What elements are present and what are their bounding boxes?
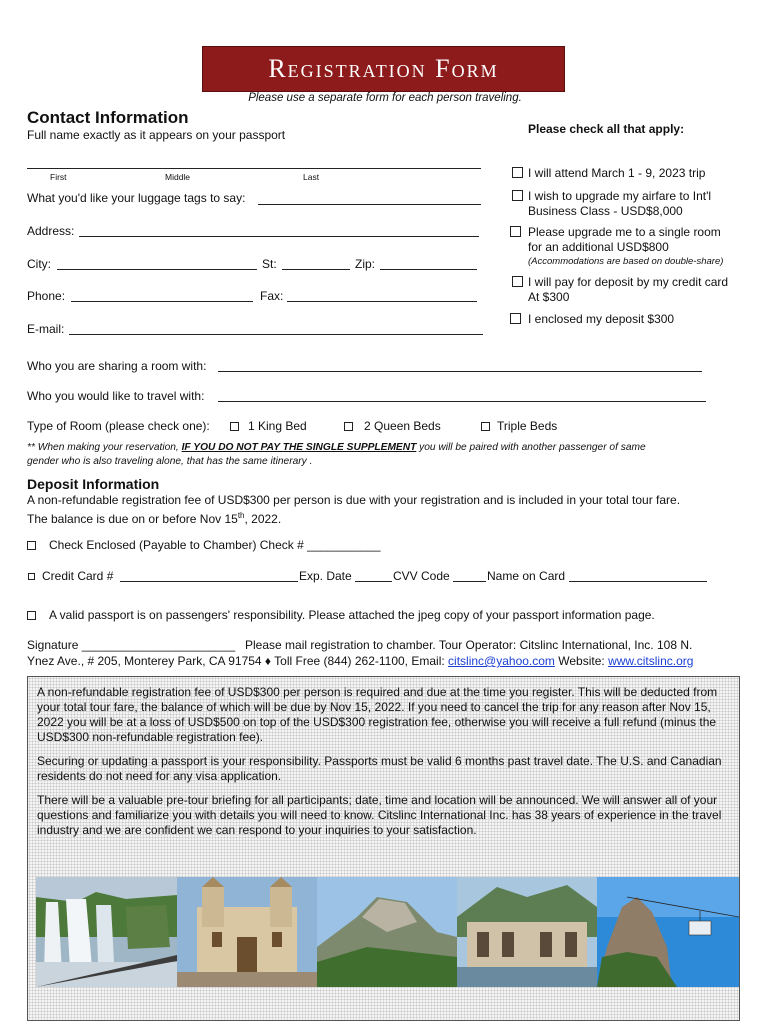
notice-paragraph-refund: A non-refundable registration fee of USD$300 per person is required and due at the time you register. This will be deducted from your total tour fare, the balance of which will be due by Nov 15, 2022. If you need to cancel the trip for any reason after Nov 15, 2022 you will be at a loss of USD$500 on top of the USD$300 registration fee, otherwise you will receive a full refund (minus the USD$300 non-refundable registration fee).	[37, 685, 718, 744]
zip-field[interactable]	[380, 269, 477, 270]
single-room-line1: Please upgrade me to a single room	[528, 225, 721, 239]
email-link[interactable]: citslinc@yahoo.com	[448, 654, 555, 668]
upgrade-airfare-line1: I wish to upgrade my airfare to Int'l	[528, 189, 712, 203]
upgrade-airfare-label	[528, 189, 711, 219]
note-line2: gender who is also traveling alone, that has the same itinerary .	[27, 456, 313, 467]
state-field[interactable]	[282, 269, 350, 270]
mail-address: Ynez Ave., # 205, Monterey Park, CA 91754 ♦ Toll Free (844) 262-1100, Email:	[27, 654, 449, 668]
notice-paragraph-briefing: There will be a valuable pre-tour briefing for all participants; date, time and location will be announced. We will answer all of your questions and familiarize you with details you will need to know. Citslinc International Inc. has 38 years of experience in the travel industry and we are confident we can respond to your inquiries to your satisfaction.	[37, 793, 722, 837]
passport-checkbox[interactable]	[27, 611, 36, 620]
notice-paragraph-passport: Securing or updating a passport is your responsibility. Passports must be valid 6 months past travel date. The U.S. and Canadian residents do not need for any visa application.	[37, 754, 722, 783]
city-label: City:	[27, 257, 51, 271]
king-bed-checkbox[interactable]	[230, 422, 239, 431]
credit-deposit-checkbox[interactable]	[512, 276, 523, 287]
triple-beds-checkbox[interactable]	[481, 422, 490, 431]
zip-label: Zip:	[355, 257, 376, 271]
phone-label: Phone:	[27, 289, 66, 303]
mail-line2	[27, 654, 693, 668]
address-field[interactable]	[79, 236, 479, 237]
single-room-line2: for an additional USD$800	[528, 240, 669, 254]
fullname-label: Full name exactly as it appears on your passport	[27, 128, 286, 142]
state-label: St:	[262, 257, 277, 271]
checklist-heading: Please check all that apply:	[528, 122, 685, 136]
deposit-heading: Deposit Information	[27, 476, 160, 492]
city-field[interactable]	[57, 269, 257, 270]
church-photo	[177, 877, 317, 987]
waterfall-photo	[36, 877, 177, 987]
sharing-label: Who you are sharing a room with:	[27, 359, 207, 373]
credit-deposit-line2: At $300	[528, 290, 570, 304]
fax-label: Fax:	[260, 289, 284, 303]
deposit-line2-text: The balance is due on or before Nov 15	[27, 512, 238, 526]
single-room-checkbox[interactable]	[510, 226, 521, 237]
deposit-line1: A non-refundable registration fee of USD$300 per person is due with your registration and is included in your total tour fare.	[27, 493, 681, 507]
name-on-card-label: Name on Card	[487, 569, 566, 583]
website-label: Website:	[554, 654, 609, 668]
credit-card-checkbox[interactable]	[28, 573, 35, 580]
cvv-field[interactable]	[453, 581, 486, 582]
attend-trip-checkbox[interactable]	[512, 167, 523, 178]
email-label: E-mail:	[27, 322, 65, 336]
cvv-label: CVV Code	[393, 569, 450, 583]
first-name-caption: First	[50, 172, 67, 182]
mail-line1: Please mail registration to chamber. Tour Operator: Citslinc International, Inc. 108 N.	[245, 638, 693, 652]
address-label: Address:	[27, 224, 75, 238]
signature-label[interactable]: Signature _______________________	[27, 638, 236, 652]
website-link[interactable]: www.citslinc.org	[608, 654, 694, 668]
check-enclosed-checkbox[interactable]	[27, 541, 36, 550]
deposit-line2-end: , 2022.	[244, 512, 282, 526]
fullname-field[interactable]	[27, 168, 481, 169]
sugarloaf-cablecar-photo	[597, 877, 739, 987]
luggage-field[interactable]	[258, 204, 481, 205]
travel-with-field[interactable]	[218, 401, 706, 402]
palace-courtyard-photo	[457, 877, 597, 987]
sharing-field[interactable]	[218, 371, 702, 372]
single-supplement-note	[27, 441, 742, 469]
form-subtitle: Please use a separate form for each person traveling.	[248, 92, 522, 104]
travel-with-label: Who you would like to travel with:	[27, 389, 205, 403]
upgrade-airfare-line2: Business Class - USD$8,000	[528, 204, 683, 218]
exp-date-field[interactable]	[355, 581, 392, 582]
deposit-text	[27, 493, 747, 527]
deposit-line2-sup: th	[237, 511, 245, 520]
queen-beds-label: 2 Queen Beds	[364, 419, 441, 433]
fax-field[interactable]	[287, 301, 477, 302]
enclosed-deposit-checkbox[interactable]	[510, 313, 521, 324]
mountain-rock-photo	[317, 877, 457, 987]
attend-trip-label: I will attend March 1 - 9, 2023 trip	[528, 166, 706, 180]
note-suffix: you will be paired with another passenger of same	[416, 442, 646, 453]
single-room-label	[528, 225, 721, 255]
exp-date-label: Exp. Date	[299, 569, 352, 583]
phone-field[interactable]	[71, 301, 253, 302]
luggage-label: What you'd like your luggage tags to say:	[27, 191, 246, 205]
credit-card-label: Credit Card #	[42, 569, 114, 583]
deposit-line2	[27, 508, 747, 527]
credit-deposit-line1: I will pay for deposit by my credit card	[528, 275, 729, 289]
upgrade-airfare-checkbox[interactable]	[512, 190, 523, 201]
triple-beds-label: Triple Beds	[497, 419, 558, 433]
king-bed-label: 1 King Bed	[248, 419, 307, 433]
credit-card-field[interactable]	[120, 581, 298, 582]
enclosed-deposit-label: I enclosed my deposit $300	[528, 312, 675, 326]
middle-name-caption: Middle	[165, 172, 191, 182]
name-on-card-field[interactable]	[569, 581, 707, 582]
credit-deposit-label	[528, 275, 728, 305]
passport-label: A valid passport is on passengers' responsibility. Please attached the jpeg copy of your passport information page.	[49, 608, 655, 622]
last-name-caption: Last	[303, 172, 320, 182]
check-enclosed-label: Check Enclosed (Payable to Chamber) Check # ___________	[49, 538, 381, 552]
email-field[interactable]	[69, 334, 483, 335]
contact-heading: Contact Information	[27, 108, 189, 127]
room-type-label: Type of Room (please check one):	[27, 419, 210, 433]
queen-beds-checkbox[interactable]	[344, 422, 353, 431]
note-emphasis: IF YOU DO NOT PAY THE SINGLE SUPPLEMENT	[181, 442, 417, 453]
note-prefix: ** When making your reservation,	[27, 442, 182, 453]
accommodation-note: (Accommodations are based on double-share)	[528, 256, 724, 267]
form-title: Registration Form	[202, 46, 565, 92]
